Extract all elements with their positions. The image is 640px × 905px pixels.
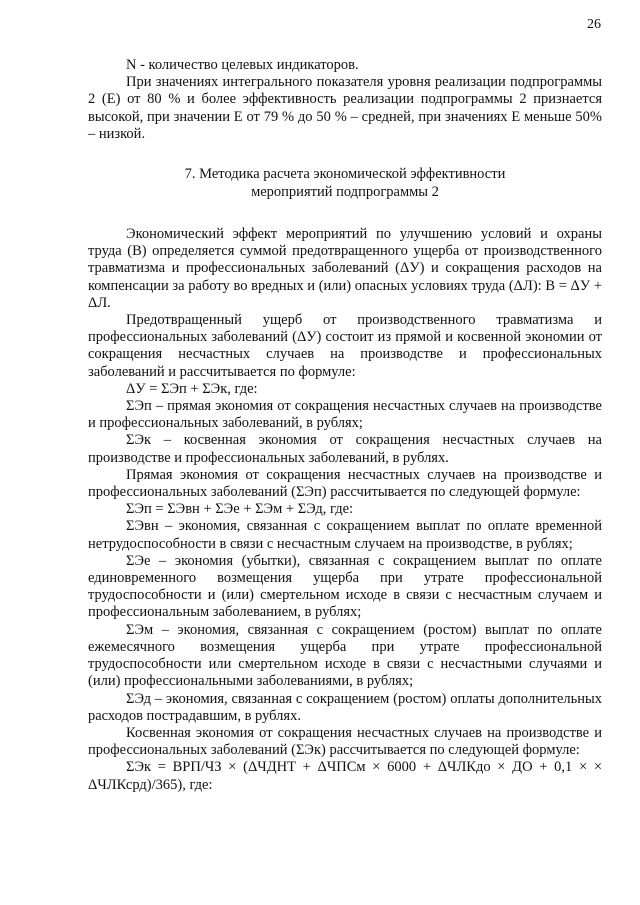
definition-one-time-compensation: ΣЭе – экономия (убытки), связанная с сокращением выплат по оплате единовременного возмещения ущерба при утрате профессиональной трудоспособности и (или) смертельном исходе в связи с несчастным случаем и профессиональным заболеванием, в рублях; xyxy=(88,552,602,621)
paragraph-indicators-count: N - количество целевых индикаторов. xyxy=(126,57,359,73)
formula-delta-u: ΔУ = ΣЭп + ΣЭк, где: xyxy=(126,380,258,397)
section-heading-line1: 7. Методика расчета экономической эффективности xyxy=(184,166,506,183)
page-number: 26 xyxy=(587,17,601,32)
page-content xyxy=(88,57,602,794)
definition-direct-savings: ΣЭп – прямая экономия от сокращения несчастных случаев на производстве и профессиональных заболеваний, в рублях; xyxy=(88,398,602,432)
formula-direct-savings: ΣЭп = ΣЭвн + ΣЭе + ΣЭм + ΣЭд, где: xyxy=(126,501,354,518)
paragraph-efficiency-levels: При значениях интегрального показателя уровня реализации подпрограммы 2 (Е) от 80 % и более эффективность реализации подпрограммы 2 признается высокой, при значении Е от 79 % до 50 % – средней, при значениях Е меньше 50% – низкой. xyxy=(88,74,602,142)
section-heading xyxy=(88,166,602,201)
paragraph-prevented-damage: Предотвращенный ущерб от производственного травматизма и профессиональных заболеваний (ΔУ) состоит из прямой и косвенной экономии от сокращения несчастных случаев на производстве и профессиональных заболеваний и рассчитывается по формуле: xyxy=(88,312,602,380)
definition-indirect-savings: ΣЭк – косвенная экономия от сокращения несчастных случаев на производстве и профессиональных заболеваний, в рублях. xyxy=(88,432,602,466)
paragraph-direct-savings-intro: Прямая экономия от сокращения несчастных случаев на производстве и профессиональных заболеваний (ΣЭп) рассчитывается по следующей формуле: xyxy=(88,466,602,501)
formula-indirect-savings: ΣЭк = ВРП/ЧЗ × (ΔЧДНТ + ΔЧПСм × 6000 + ΔЧЛКдо × ДО + 0,1 × × ΔЧЛКсрд)/365), где: xyxy=(88,759,602,793)
paragraph-indirect-savings-intro: Косвенная экономия от сокращения несчастных случаев на производстве и профессиональных заболеваний (ΣЭк) рассчитывается по следующей формуле: xyxy=(88,724,602,759)
paragraph-economic-effect: Экономический эффект мероприятий по улучшению условий и охраны труда (В) определяется суммой предотвращенного ущерба от производственного травматизма и профессиональных заболеваний (ΔУ) и сокращения расходов на компенсации за работу во вредных и (или) опасных условиях труда (ΔЛ): В = ΔУ + ΔЛ. xyxy=(88,226,602,311)
definition-temporary-disability: ΣЭвн – экономия, связанная с сокращением выплат по оплате временной нетрудоспособности в связи с несчастным случаем на производстве, в рублях; xyxy=(88,518,602,552)
section-heading-line2: мероприятий подпрограммы 2 xyxy=(251,183,439,200)
definition-monthly-compensation: ΣЭм – экономия, связанная с сокращением (ростом) выплат по оплате ежемесячного возмещения ущерба при утрате профессиональной трудоспособности или смертельном исходе в связи с несчастными случаями и (или) профессиональными заболеваниями, в рублях; xyxy=(88,621,602,690)
definition-additional-expenses: ΣЭд – экономия, связанная с сокращением (ростом) оплаты дополнительных расходов пострадавшим, в рублях. xyxy=(88,690,602,724)
